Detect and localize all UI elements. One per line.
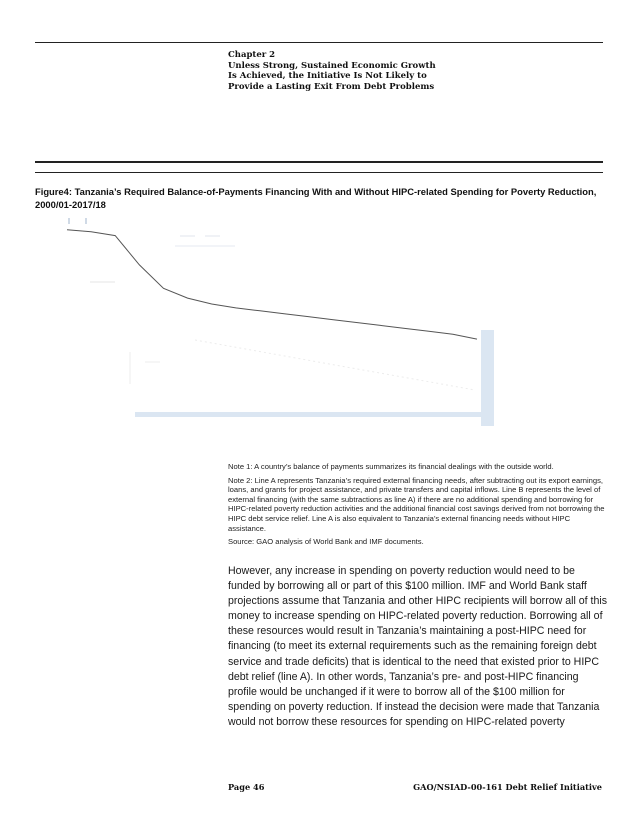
section-rule-lower: [35, 172, 603, 173]
chart-frame-shadow: [481, 330, 494, 426]
figure-caption: Figure4: Tanzania’s Required Balance-of-Payments Financing With and Without HIPC-related Spending for Poverty Reduction, 2000/01-2017/18: [35, 186, 597, 210]
top-rule: [35, 42, 603, 43]
chapter-line: Unless Strong, Sustained Economic Growth: [228, 60, 436, 71]
figure-chart: [35, 212, 495, 430]
body-paragraph: However, any increase in spending on poverty reduction would need to be funded by borrowing all or part of this $100 million. IMF and World Bank staff projections assume that Tanzania and other HIPC recipients will borrow all of this money to increase spending on HIPC-related poverty reduction. Borrowing all of these resources would result in Tanzania’s maintaining a post-HIPC need for financing (to meet its external requirements such as the remaining foreign debt service and trade deficits) that is identical to the need that existed prior to HIPC debt relief (line A). In other words, Tanzania’s pre- and post-HIPC financing profile would be unchanged if it were to borrow all of the $100 million for spending on poverty reduction. If instead the decision were made that Tanzania would not borrow these resources for spending on HIPC-related poverty: [228, 565, 608, 728]
page-number: Page 46: [228, 782, 265, 792]
chapter-line: Chapter 2: [228, 50, 276, 60]
chapter-line: Is Achieved, the Initiative Is Not Likely to: [228, 71, 427, 81]
chapter-line: Provide a Lasting Exit From Debt Problems: [228, 81, 435, 92]
chart-svg: [35, 212, 495, 430]
faint-chart-marks: [68, 218, 475, 390]
chapter-heading: [228, 50, 436, 92]
note-2: Note 2: Line A represents Tanzania’s required external financing needs, after subtracting out its export earnings, loans, and grants for project assistance, and private transfers and capital inflows. Line B represents the level of external financing (with the same subtractions as line A) if there are no additional spending and borrowing for HIPC-related poverty reduction activities and the additional financial cost savings derived from not borrowing the HIPC debt service relief. Line A is also equivalent to Tanzania’s external financing needs without HIPC assistance.: [228, 475, 605, 533]
report-title: GAO/NSIAD-00-161 Debt Relief Initiative: [413, 782, 602, 792]
section-rule-upper: [35, 161, 603, 163]
figure-notes: [228, 462, 608, 551]
line-a: [67, 230, 477, 339]
note-1: Note 1: A country’s balance of payments summarizes its financial dealings with the outside world.: [228, 462, 554, 471]
chart-frame-bottom: [135, 412, 494, 417]
source-note: Source: GAO analysis of World Bank and IMF documents.: [228, 537, 424, 547]
